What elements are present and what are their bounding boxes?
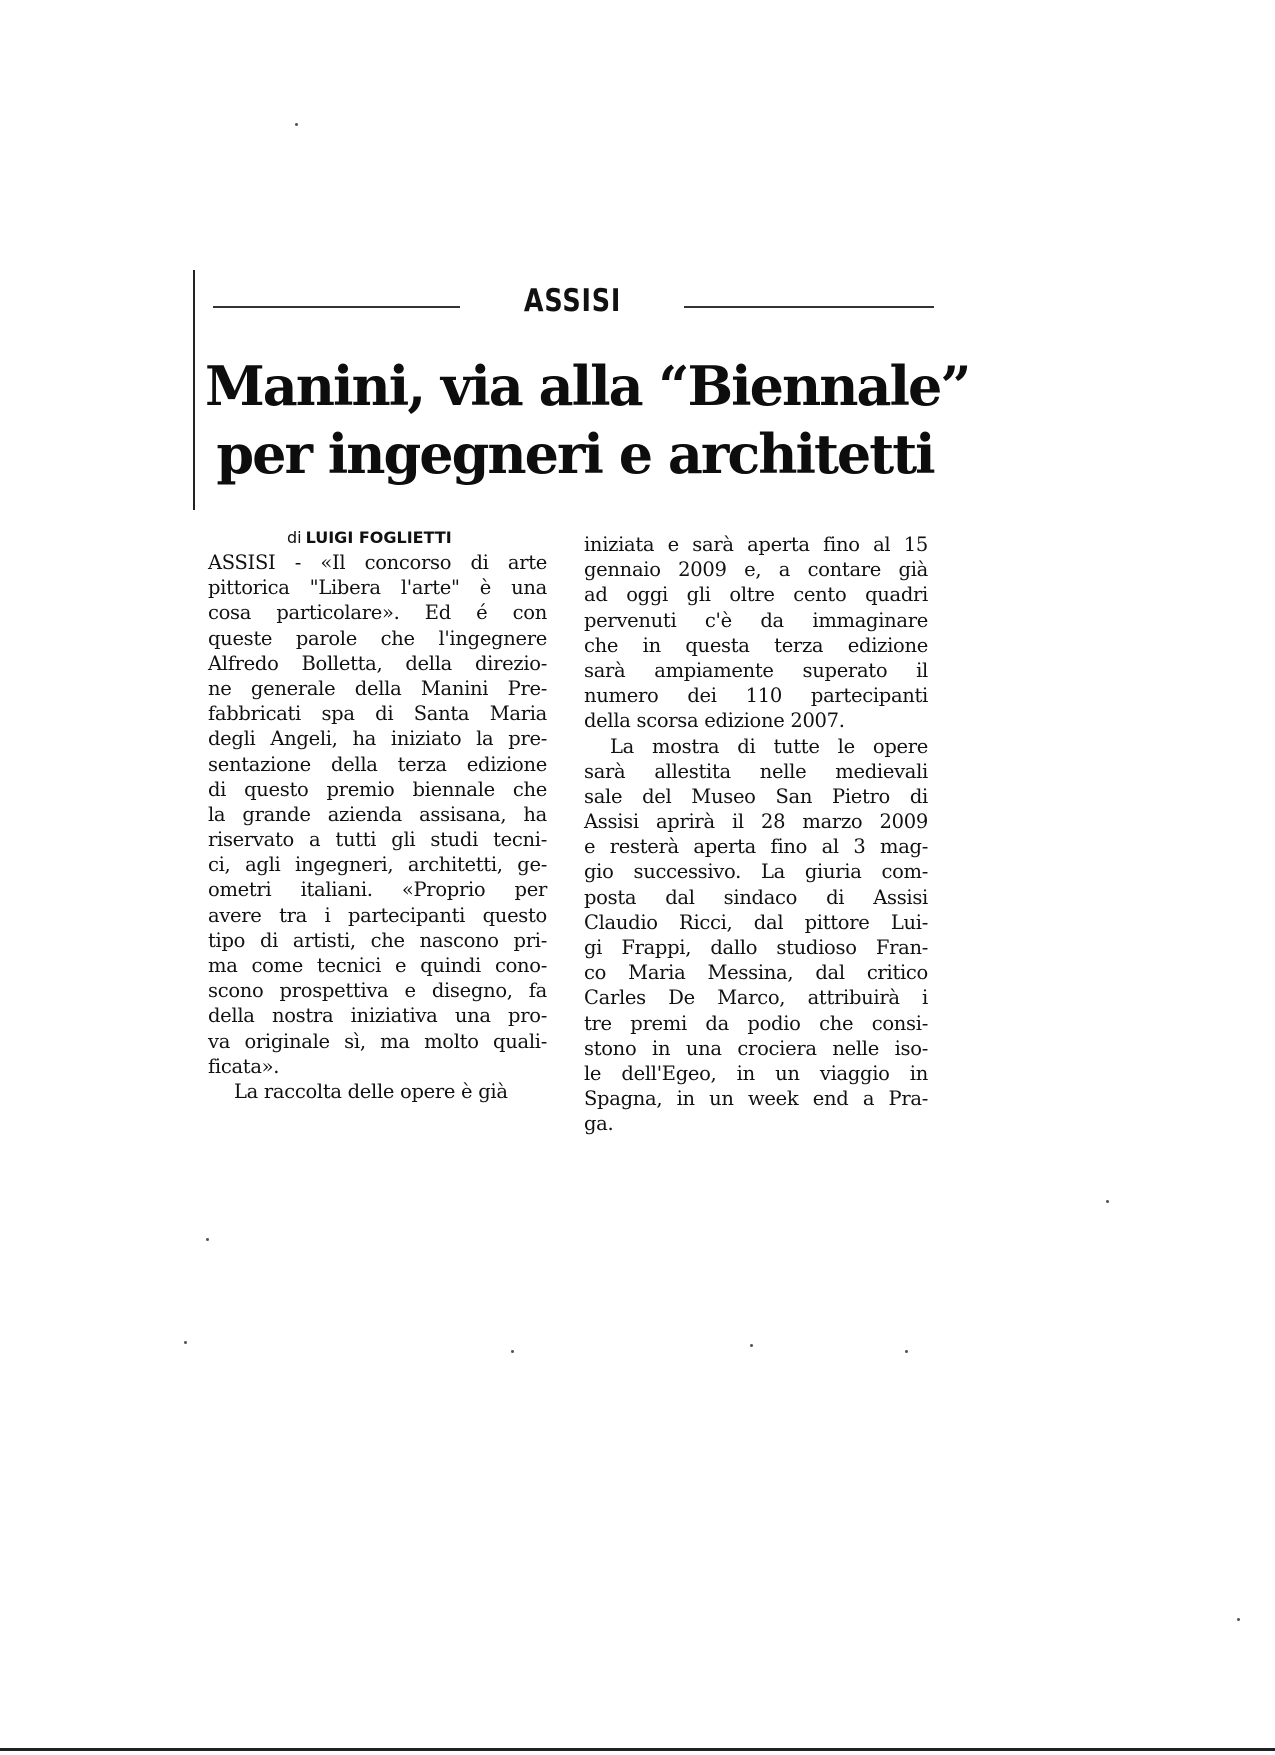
text-line: Assisi aprirà il 28 marzo 2009 (584, 810, 928, 834)
text-line: ne generale della Manini Pre- (208, 676, 547, 700)
article-column-right (584, 532, 928, 1137)
clipping-left-rule (193, 270, 195, 510)
text-line: sentazione della terza edizione (208, 752, 547, 776)
text-line: La raccolta delle opere è già (234, 1079, 508, 1103)
headline-line-1: Manini, via alla “Biennale” (205, 354, 970, 418)
text-line: ma come tecnici e quindi cono- (208, 954, 547, 977)
text-line: Carles De Marco, attribuirà i (584, 986, 928, 1010)
text-line: le dell'Egeo, in un viaggio in (584, 1061, 928, 1085)
text-line: ci, agli ingegneri, architetti, ge- (208, 853, 547, 877)
scan-speck (905, 1350, 908, 1353)
text-line: ficata». (208, 1054, 280, 1078)
text-line: ad oggi gli oltre cento quadri (584, 583, 928, 607)
text-line: sarà allestita nelle medievali (584, 759, 928, 783)
text-line: stono in una crociera nelle iso- (584, 1036, 928, 1060)
text-line: gio successivo. La giuria com- (584, 860, 928, 884)
text-line: che in questa terza edizione (584, 633, 928, 657)
scan-speck (206, 1238, 209, 1241)
headline (205, 352, 970, 488)
text-line: co Maria Messina, dal critico (584, 961, 928, 985)
text-line: di questo premio biennale che (208, 777, 547, 801)
text-line: ASSISI - «Il concorso di arte (208, 551, 547, 574)
text-line: gi Frappi, dallo studioso Fran- (584, 936, 928, 959)
text-line: scono prospettiva e disegno, fa (208, 979, 547, 1003)
text-line: e resterà aperta fino al 3 mag- (584, 835, 928, 859)
text-line: tipo di artisti, che nascono pri- (208, 928, 547, 952)
text-line: Spagna, in un week end a Pra- (584, 1087, 928, 1111)
scan-speck (1106, 1200, 1109, 1203)
text-line: la grande azienda assisana, ha (208, 802, 547, 826)
text-line: pittorica "Libera l'arte" è una (208, 576, 547, 600)
text-line: La mostra di tutte le opere (610, 734, 928, 758)
text-line: della nostra iniziativa una pro- (208, 1004, 547, 1028)
byline-prefix: di (287, 528, 302, 547)
text-line: avere tra i partecipanti questo (208, 903, 547, 927)
section-label: ASSISI (523, 283, 622, 319)
text-line: pervenuti c'è da immaginare (584, 608, 928, 632)
section-rule-left (213, 306, 460, 308)
scan-speck (1237, 1618, 1240, 1621)
article-column-left (208, 550, 547, 1104)
headline-line-2: per ingegneri e architetti (216, 422, 934, 486)
byline (287, 528, 452, 547)
scan-speck (184, 1341, 187, 1344)
byline-author: LUIGI FOGLIETTI (305, 528, 452, 547)
text-line: ometri italiani. «Proprio per (208, 878, 547, 902)
text-line: posta dal sindaco di Assisi (584, 885, 928, 909)
scan-speck (511, 1350, 514, 1353)
text-line: sale del Museo San Pietro di (584, 784, 928, 808)
text-line: Alfredo Bolletta, della direzio- (208, 651, 547, 675)
text-line: gennaio 2009 e, a contare già (584, 558, 928, 582)
text-line: Claudio Ricci, dal pittore Lui- (584, 910, 928, 934)
text-line: queste parole che l'ingegnere (208, 626, 547, 650)
text-line: della scorsa edizione 2007. (584, 709, 845, 733)
text-line: fabbricati spa di Santa Maria (208, 702, 547, 726)
text-line: ga. (584, 1112, 614, 1136)
page-bottom-edge (0, 1748, 1275, 1751)
text-line: tre premi da podio che consi- (584, 1011, 928, 1035)
section-rule-right (684, 306, 934, 308)
text-line: va originale sì, ma molto quali- (208, 1029, 547, 1053)
text-line: cosa particolare». Ed é con (208, 601, 547, 625)
text-line: numero dei 110 partecipanti (584, 684, 928, 708)
scan-speck (750, 1344, 753, 1347)
text-line: riservato a tutti gli studi tecni- (208, 828, 547, 852)
text-line: iniziata e sarà aperta fino al 15 (584, 533, 928, 556)
scan-speck (295, 123, 298, 126)
text-line: degli Angeli, ha iniziato la pre- (208, 727, 547, 751)
text-line: sarà ampiamente superato il (584, 658, 928, 682)
